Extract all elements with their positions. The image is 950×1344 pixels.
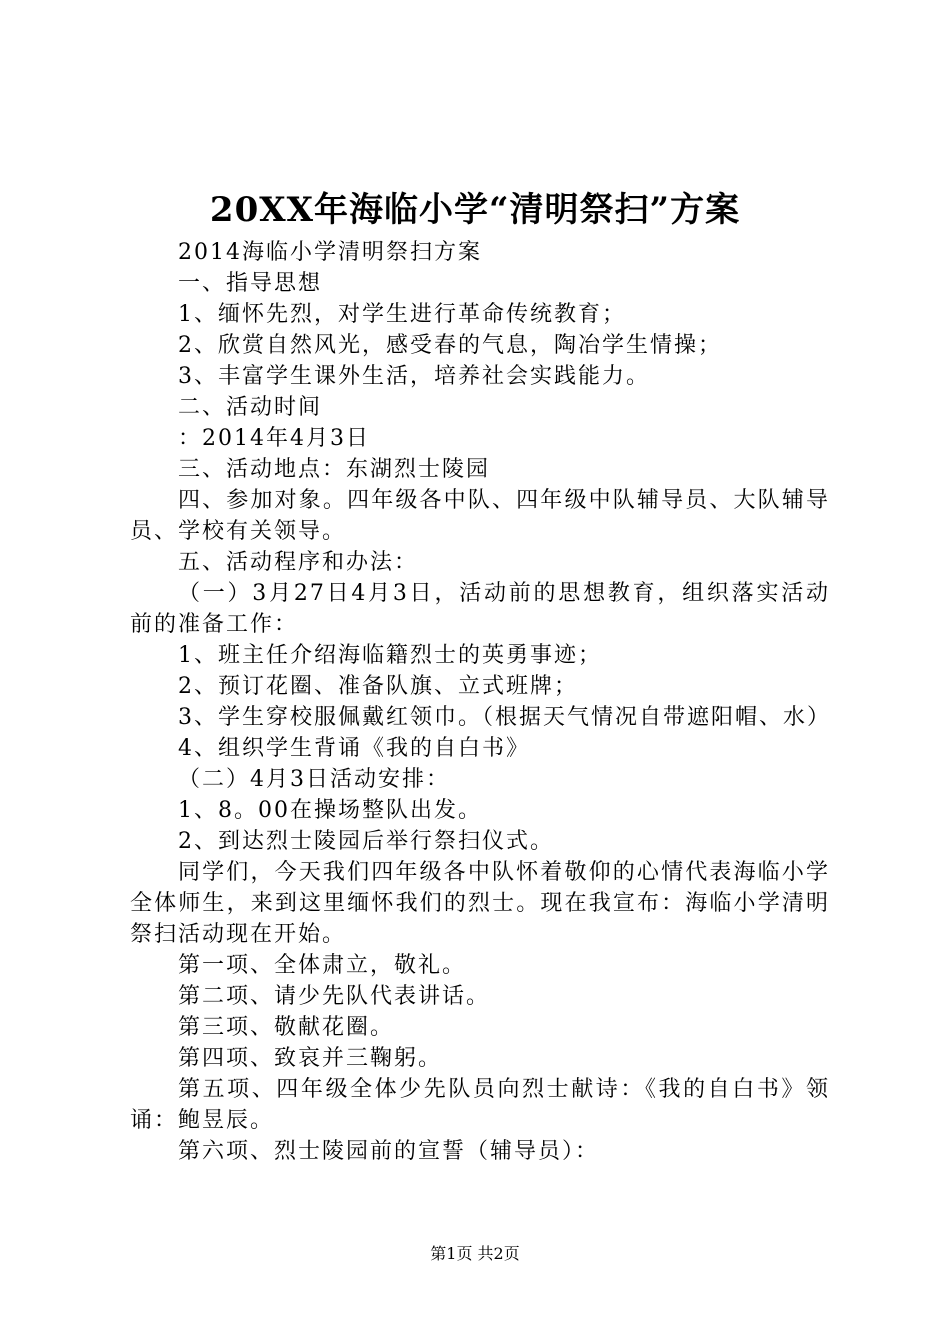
document-title: 20XX年海临小学“清明祭扫”方案 — [209, 190, 741, 230]
section-heading: 四、参加对象。四年级各中队、四年级中队辅导员、大队辅导员、学校有关领导。 — [130, 488, 830, 544]
page-footer — [0, 1242, 950, 1266]
paragraph: 第三项、敬献花圈。 — [178, 1015, 395, 1040]
paragraph: 1、缅怀先烈，对学生进行革命传统教育； — [178, 302, 626, 327]
section-heading: 三、活动地点：东湖烈士陵园 — [178, 457, 491, 482]
paragraph: ：2014年4月3日 — [178, 426, 370, 451]
section-heading: 五、活动程序和办法： — [178, 550, 419, 575]
paragraph: 3、丰富学生课外生活，培养社会实践能力。 — [178, 364, 650, 389]
paragraph: 4、组织学生背诵《我的自白书》 — [178, 736, 530, 761]
paragraph: 1、班主任介绍海临籍烈士的英勇事迹； — [178, 643, 602, 668]
paragraph: 2014海临小学清明祭扫方案 — [178, 240, 482, 265]
paragraph: （二）4月3日活动安排： — [178, 767, 450, 792]
page-number: 第1页 — [430, 1244, 473, 1263]
paragraph: 同学们，今天我们四年级各中队怀着敬仰的心情代表海临小学全体师生，来到这里缅怀我们的烈士。现在我宣布：海临小学清明祭扫活动现在开始。 — [130, 860, 830, 947]
section-heading: 二、活动时间 — [178, 395, 323, 420]
section-heading: 一、指导思想 — [178, 271, 323, 296]
paragraph: 2、预订花圈、准备队旗、立式班牌； — [178, 674, 578, 699]
paragraph: （一）3月27日4月3日，活动前的思想教育，组织落实活动前的准备工作： — [130, 581, 830, 637]
paragraph: 第一项、全体肃立，敬礼。 — [178, 953, 467, 978]
paragraph: 第六项、烈士陵园前的宣誓（辅导员）： — [178, 1139, 600, 1164]
paragraph: 2、欣赏自然风光，感受春的气息，陶冶学生情操； — [178, 333, 722, 358]
paragraph: 第二项、请少先队代表讲话。 — [178, 984, 491, 1009]
paragraph: 第五项、四年级全体少先队员向烈士献诗：《我的自白书》领诵：鲍昱辰。 — [130, 1077, 830, 1133]
paragraph: 2、到达烈士陵园后举行祭扫仪式。 — [178, 829, 554, 854]
page-total: 共2页 — [477, 1244, 520, 1263]
paragraph: 1、8。00在操场整队出发。 — [178, 798, 482, 823]
paragraph: 3、学生穿校服佩戴红领巾。（根据天气情况自带遮阳帽、水） — [178, 705, 831, 730]
paragraph: 第四项、致哀并三鞠躬。 — [178, 1046, 443, 1071]
document-body — [130, 237, 830, 1167]
